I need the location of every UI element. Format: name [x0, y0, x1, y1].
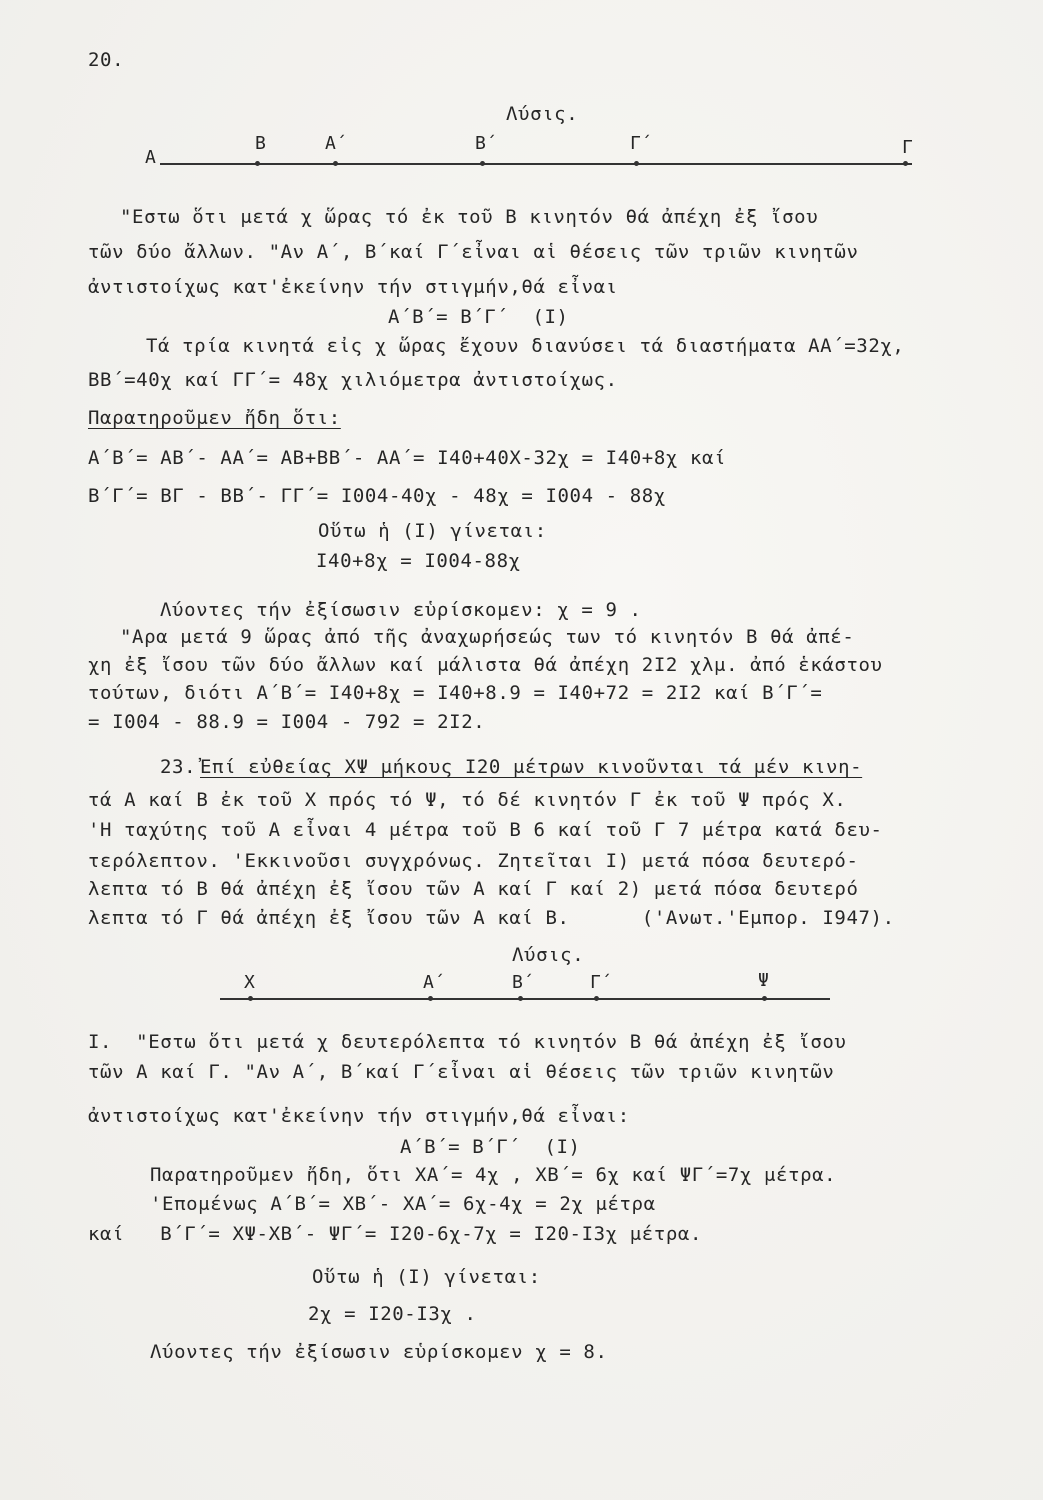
- problem-text-line: 'Η ταχύτης τοῦ Α εἶναι 4 μέτρα τοῦ Β 6 καί τοῦ Γ 7 μέτρα κατά δευ-: [88, 819, 883, 841]
- problem-text-line: τερόλεπτον. 'Εκκινοῦσι συγχρόνως. Ζητεῖται Ι) μετά πόσα δευτερό-: [88, 850, 859, 872]
- point-marker: [480, 161, 485, 166]
- text-line: "Εστω ὅτι μετά χ ὥρας τό ἐκ τοῦ Β κινητόν θά ἀπέχη ἐξ ἴσου: [120, 206, 819, 228]
- text-line: Οὕτω ἡ (Ι) γίνεται:: [312, 1266, 541, 1288]
- point-label: Γ: [902, 137, 913, 158]
- equation-line: Α΄Β΄= Β΄Γ΄ (Ι): [400, 1136, 581, 1158]
- text-line: τούτων, διότι Α΄Β΄= Ι40+8χ = Ι40+8.9 = Ι40+72 = 2Ι2 καί Β΄Γ΄=: [88, 682, 823, 704]
- solution-heading: Λύσις.: [506, 103, 579, 125]
- point-label: Ψ: [758, 970, 769, 991]
- solution-heading: Λύσις.: [512, 944, 585, 966]
- equation-line: Α΄Β΄= ΑΒ΄- ΑΑ΄= ΑΒ+ΒΒ΄- ΑΑ΄= Ι40+40Χ-32χ = Ι40+8χ καί: [88, 447, 727, 469]
- text-line: Τά τρία κινητά εἰς χ ὥρας ἔχουν διανύσει τά διαστήματα ΑΑ΄=32χ,: [146, 335, 905, 357]
- equation-line: 'Επομένως Α΄Β΄= ΧΒ΄- ΧΑ΄= 6χ-4χ = 2χ μέτρα: [150, 1193, 656, 1215]
- problem-text-line: Ἐπί εὐθείας ΧΨ μήκους Ι20 μέτρων κινοῦνται τά μέν κινη-: [200, 756, 863, 778]
- point-label: Α΄: [325, 133, 347, 154]
- equation-line: Β΄Γ΄= ΒΓ - ΒΒ΄- ΓΓ΄= Ι004-40χ - 48χ = Ι004 - 88χ: [88, 485, 666, 507]
- point-label: Α΄: [423, 972, 445, 993]
- text-line: τῶν Α καί Γ. "Αν Α΄, Β΄καί Γ΄εἶναι αἱ θέσεις τῶν τριῶν κινητῶν: [88, 1061, 835, 1083]
- segment-line: [160, 163, 912, 165]
- point-marker: [255, 161, 260, 166]
- text-line: χη ἐξ ἴσου τῶν δύο ἄλλων καί μάλιστα θά ἀπέχη 2Ι2 χλμ. ἀπό ἑκάστου: [88, 654, 883, 676]
- point-label: Χ: [244, 972, 255, 993]
- text-line: Οὕτω ἡ (Ι) γίνεται:: [318, 520, 547, 542]
- point-label: Β΄: [512, 972, 534, 993]
- point-marker: [594, 996, 599, 1001]
- point-label: Β΄: [475, 133, 497, 154]
- point-marker: [428, 996, 433, 1001]
- point-label: Γ΄: [630, 133, 652, 154]
- text-line: Ι. "Εστω ὅτι μετά χ δευτερόλεπτα τό κινητόν Β θά ἀπέχη ἐξ ἴσου: [88, 1031, 847, 1053]
- text-line: Λύοντες τήν ἐξίσωσιν εὑρίσκομεν χ = 8.: [150, 1341, 608, 1363]
- text-line: "Αρα μετά 9 ὥρας ἀπό τῆς ἀναχωρήσεώς των τό κινητόν Β θά ἀπέ-: [120, 626, 855, 648]
- text-line: ἀντιστοίχως κατ'ἐκείνην τήν στιγμήν,θά εἶναι:: [88, 1105, 630, 1127]
- point-marker: [903, 161, 908, 166]
- equation-line: Α΄Β΄= Β΄Γ΄ (Ι): [388, 306, 569, 328]
- point-label: Γ΄: [590, 972, 612, 993]
- point-marker: [518, 996, 523, 1001]
- text-line: τῶν δύο ἄλλων. "Αν Α΄, Β΄καί Γ΄εἶναι αἱ θέσεις τῶν τριῶν κινητῶν: [88, 241, 859, 263]
- point-marker: [248, 996, 253, 1001]
- problem-text-line: λεπτα τό Β θά ἀπέχη ἐξ ἴσου τῶν Α καί Γ καί 2) μετά πόσα δευτερό: [88, 878, 859, 900]
- problem-text-line: λεπτα τό Γ θά ἀπέχη ἐξ ἴσου τῶν Α καί Β. ('Ανωτ.'Εμπορ. Ι947).: [88, 907, 895, 929]
- point-label: Β: [255, 133, 266, 154]
- point-marker: [634, 161, 639, 166]
- text-line-underlined: Παρατηροῦμεν ἤδη ὅτι:: [88, 407, 341, 429]
- text-line: Λύοντες τήν ἐξίσωσιν εὑρίσκομεν: χ = 9 .: [160, 599, 642, 621]
- segment-line: [220, 998, 830, 1000]
- equation-line: = Ι004 - 88.9 = Ι004 - 792 = 2Ι2.: [88, 711, 486, 733]
- point-label: Α: [145, 147, 156, 168]
- equation-line: Ι40+8χ = Ι004-88χ: [316, 550, 521, 572]
- text-line: Παρατηροῦμεν ἤδη, ὅτι ΧΑ΄= 4χ , ΧΒ΄= 6χ καί ΨΓ΄=7χ μέτρα.: [150, 1164, 837, 1186]
- problem-number: 23.: [160, 756, 197, 778]
- text-line: ἀντιστοίχως κατ'ἐκείνην τήν στιγμήν,θά εἶναι: [88, 276, 618, 298]
- page-number: 20.: [88, 49, 125, 71]
- equation-line: 2χ = Ι20-Ι3χ .: [308, 1303, 477, 1325]
- text-line: ΒΒ΄=40χ καί ΓΓ΄= 48χ χιλιόμετρα ἀντιστοίχως.: [88, 369, 618, 391]
- equation-line: καί Β΄Γ΄= ΧΨ-ΧΒ΄- ΨΓ΄= Ι20-6χ-7χ = Ι20-Ι3χ μέτρα.: [88, 1223, 702, 1245]
- problem-text-line: τά Α καί Β ἐκ τοῦ Χ πρός τό Ψ, τό δέ κινητόν Γ ἐκ τοῦ Ψ πρός Χ.: [88, 789, 847, 811]
- point-marker: [333, 161, 338, 166]
- point-marker: [762, 996, 767, 1001]
